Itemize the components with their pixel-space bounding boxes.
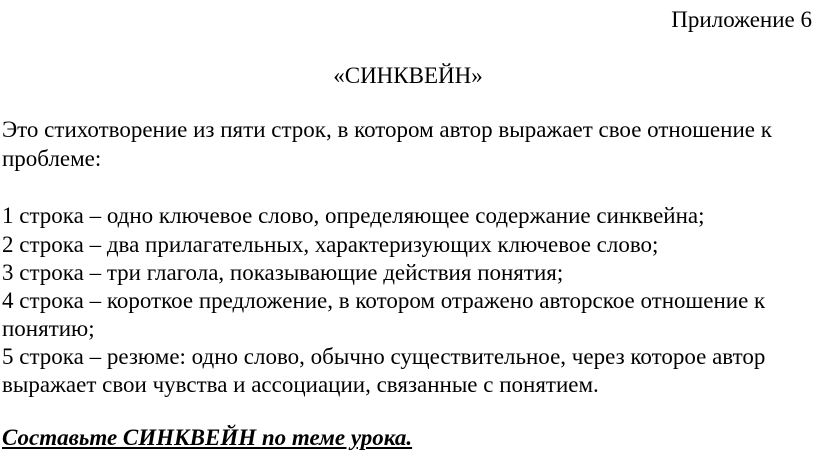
intro-line-2: проблеме: bbox=[2, 146, 102, 171]
rule-line-5a: 5 строка – резюме: одно слово, обычно существительное, через которое автор bbox=[2, 344, 766, 369]
document-title: «СИНКВЕЙН» bbox=[333, 63, 483, 88]
rule-line-3: 3 строка – три глагола, показывающие действия понятия; bbox=[2, 260, 564, 285]
rule-line-4b: понятию; bbox=[2, 316, 95, 341]
task-instruction: Составьте СИНКВЕЙН по теме урока. bbox=[2, 425, 413, 450]
intro-line-1: Это стихотворение из пяти строк, в котором автор выражает свое отношение к bbox=[2, 117, 772, 142]
rule-line-4a: 4 строка – короткое предложение, в котором отражено авторское отношение к bbox=[2, 288, 766, 313]
rule-line-2: 2 строка – два прилагательных, характеризующих ключевое слово; bbox=[2, 232, 659, 257]
rule-line-1: 1 строка – одно ключевое слово, определяющее содержание синквейна; bbox=[2, 203, 705, 228]
appendix-label: Приложение 6 bbox=[671, 7, 812, 32]
rule-line-5b: выражает свои чувства и ассоциации, связанные с понятием. bbox=[2, 372, 599, 397]
